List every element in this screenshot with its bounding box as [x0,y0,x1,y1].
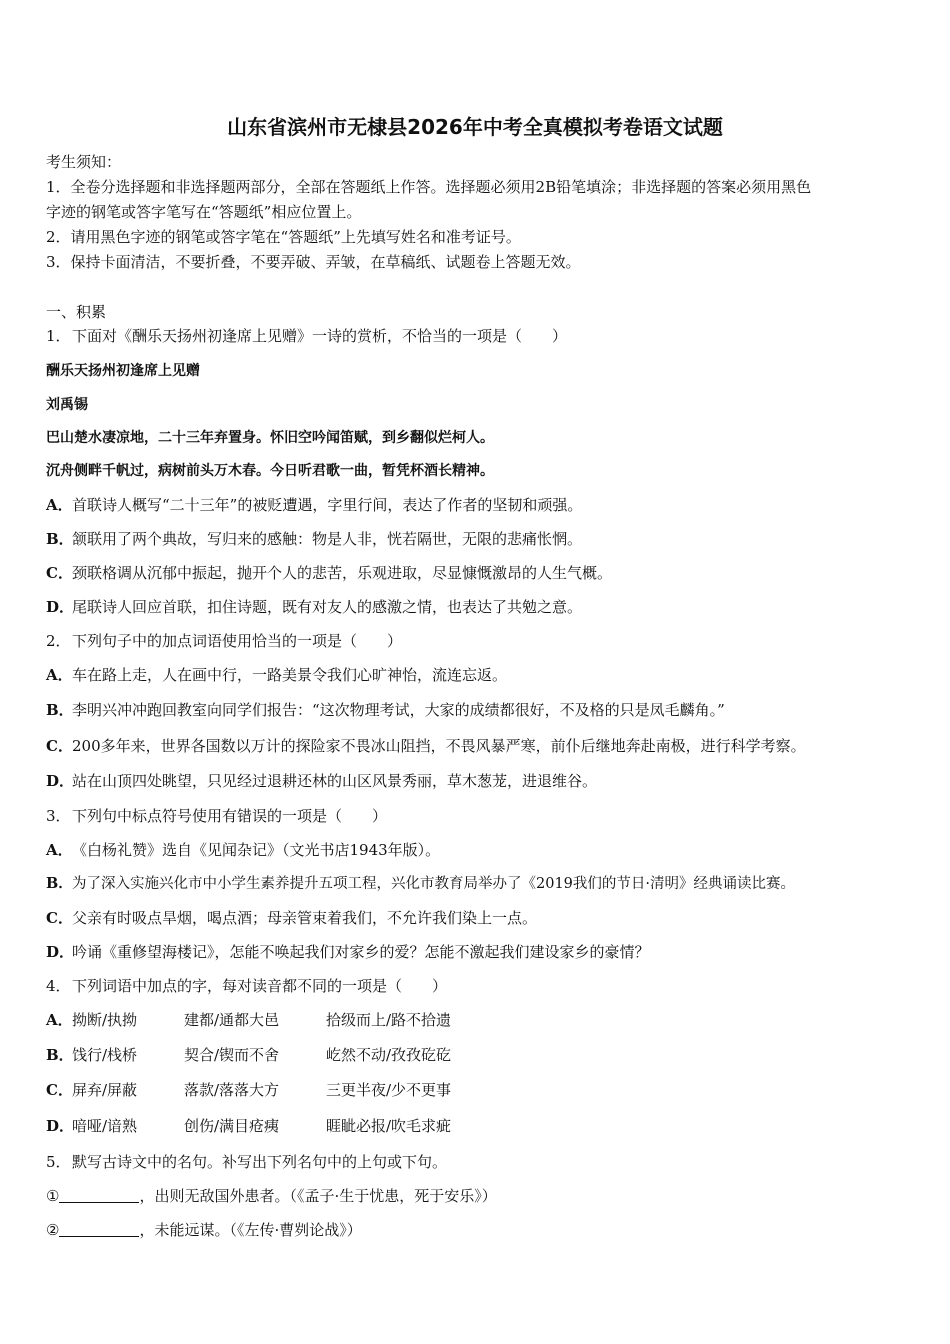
option-d [46,1116,451,1136]
option-letter: C． [46,737,73,755]
word-pair: 契合/锲而不舍 [184,1046,280,1064]
option-text: 尾联诗人回应首联，扣住诗题，既有对友人的感激之情，也表达了共勉之意。 [72,598,583,616]
option-letter: B． [46,530,74,548]
question-number: 5． [46,1153,71,1171]
question-number: 4． [46,977,71,995]
word-pair: 拗断/执拗 [72,1011,138,1029]
question-number: 1． [46,327,71,345]
option-letter: A． [46,666,73,684]
option-letter: D． [46,943,75,961]
option-c [46,908,537,928]
question-text: 下面对《酬乐天扬州初逢席上见赠》一诗的赏析，不恰当的一项是（ ） [72,327,568,345]
option-letter: A． [46,496,73,514]
option-c [46,736,806,756]
option-c [46,1080,451,1100]
poem-title: 酬乐天扬州初逢席上见赠 [46,363,200,379]
option-text: 《白杨礼赞》选自《见闻杂记》（文光书店1943年版）。 [72,841,441,859]
option-text: 为了深入实施兴化市中小学生素养提升五项工程，兴化市教育局举办了《2019我们的节日·清明》经典诵读比赛。 [72,876,796,892]
question-5-stem [46,1152,447,1172]
fill-item [46,1220,362,1240]
option-text: 父亲有时吸点旱烟，喝点酒；母亲管束着我们，不允许我们染上一点。 [72,909,538,927]
option-b [46,874,795,894]
option-letter: C． [46,909,73,927]
section-heading: 一、积累 [46,303,107,321]
option-b [46,700,725,720]
word-pair: 三更半夜/少不更事 [326,1081,452,1099]
question-2-stem [46,631,402,651]
poem-line: 沉舟侧畔千帆过，病树前头万木春。今日听君歌一曲，暂凭杯酒长精神。 [46,463,494,479]
word-pair: 喑哑/谙熟 [72,1117,138,1135]
page-title: 山东省滨州市无棣县2026年中考全真模拟考卷语文试题 [227,115,723,139]
word-pair: 拾级而上/路不拾遗 [326,1011,452,1029]
item-text: ，出则无敌国外患者。（《孟子·生于忧患，死于安乐》） [139,1187,497,1205]
word-pair: 屏弃/屏蔽 [72,1081,138,1099]
answer-blank[interactable] [59,1188,139,1203]
option-text: 李明兴冲冲跑回教室向同学们报告：“这次物理考试，大家的成绩都很好，不及格的只是凤毛麟角。” [72,701,725,719]
word-pair: 屹然不动/孜孜矻矻 [326,1046,452,1064]
option-c [46,563,612,583]
option-letter: D． [46,1117,75,1135]
option-d [46,942,650,962]
option-a [46,840,440,860]
question-number: 3． [46,807,71,825]
option-letter: A． [46,841,73,859]
question-3-stem [46,806,387,826]
option-text: 车在路上走，人在画中行，一路美景令我们心旷神怡，流连忘返。 [72,666,508,684]
word-pair: 落款/落落大方 [184,1081,280,1099]
answer-blank[interactable] [59,1222,139,1237]
option-b [46,529,582,549]
option-text: 200多年来，世界各国数以万计的探险家不畏冰山阻挡，不畏风暴严寒，前仆后继地奔赴南极，进行科学考察。 [72,737,806,755]
notice-item: 字迹的钢笔或答字笔写在“答题纸”相应位置上。 [46,203,362,221]
notice-item: 1．全卷分选择题和非选择题两部分，全部在答题纸上作答。选择题必须用2B铅笔填涂；非选择题的答案必须用黑色 [46,178,812,196]
option-text: 吟诵《重修望海楼记》，怎能不唤起我们对家乡的爱？怎能不激起我们建设家乡的豪情？ [72,943,650,961]
question-4-stem [46,976,447,996]
notice-item: 3．保持卡面清洁，不要折叠，不要弄破、弄皱，在草稿纸、试题卷上答题无效。 [46,253,581,271]
poem-line: 巴山楚水凄凉地，二十三年弃置身。怀旧空吟闻笛赋，到乡翻似烂柯人。 [46,430,494,446]
notice-heading: 考生须知： [46,153,122,171]
option-letter: C． [46,564,73,582]
option-text: 颔联用了两个典故，写归来的感触：物是人非，恍若隔世，无限的悲痛怅惘。 [72,530,583,548]
item-marker: ① [46,1187,60,1205]
option-text: 颈联格调从沉郁中振起，抛开个人的悲苦，乐观进取，尽显慷慨激昂的人生气概。 [72,564,613,582]
option-d [46,771,597,791]
notice-item: 2．请用黑色字迹的钢笔或答字笔在“答题纸”上先填写姓名和准考证号。 [46,228,521,246]
option-a [46,665,507,685]
option-letter: A． [46,1011,73,1029]
word-pair: 饯行/栈桥 [72,1046,138,1064]
option-letter: B． [46,701,74,719]
poem-author: 刘禹锡 [46,397,88,413]
option-letter: C． [46,1081,73,1099]
question-text: 默写古诗文中的名句。补写出下列名句中的上句或下句。 [72,1153,448,1171]
option-letter: B． [46,1046,74,1064]
fill-item [46,1186,497,1206]
option-b [46,1045,451,1065]
option-text: 站在山顶四处眺望，只见经过退耕还林的山区风景秀丽，草木葱茏，进退维谷。 [72,772,598,790]
item-marker: ② [46,1221,60,1239]
question-text: 下列词语中加点的字，每对读音都不同的一项是（ ） [72,977,448,995]
word-pair: 创伤/满目疮痍 [184,1117,280,1135]
question-text: 下列句子中的加点词语使用恰当的一项是（ ） [72,632,403,650]
option-a [46,495,582,515]
word-pair: 建都/通都大邑 [184,1011,280,1029]
word-pair: 睚眦必报/吹毛求疵 [326,1117,452,1135]
option-letter: D． [46,772,75,790]
option-d [46,597,582,617]
option-letter: D． [46,598,75,616]
option-letter: B． [46,875,73,892]
item-text: ，未能远谋。（《左传·曹刿论战》） [139,1221,362,1239]
question-1-stem [46,326,567,346]
option-a [46,1010,451,1030]
question-text: 下列句中标点符号使用有错误的一项是（ ） [72,807,388,825]
question-number: 2． [46,632,71,650]
option-text: 首联诗人概写“二十三年”的被贬遭遇，字里行间，表达了作者的坚韧和顽强。 [72,496,583,514]
